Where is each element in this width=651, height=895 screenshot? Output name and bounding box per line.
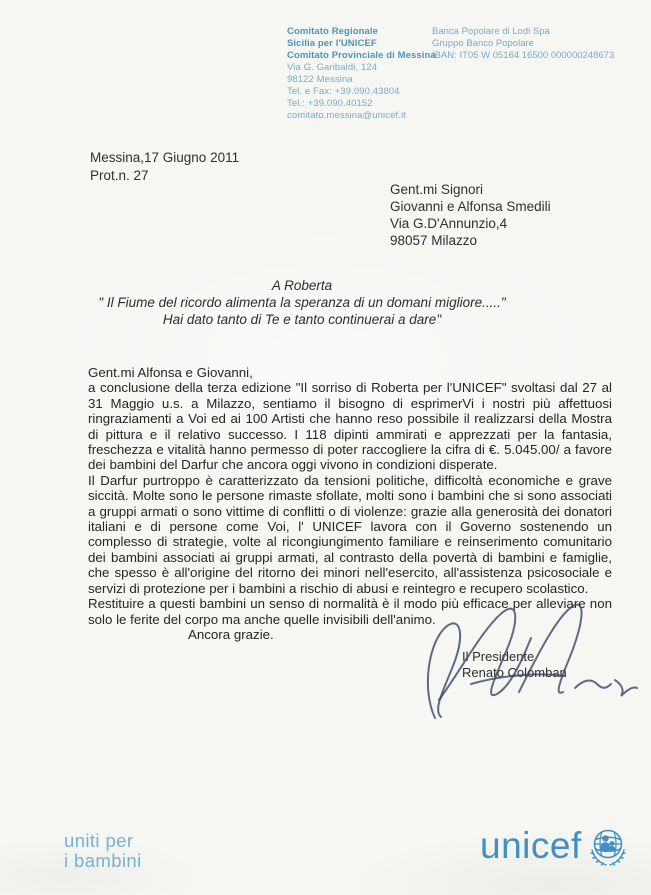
body-paragraph-1: a conclusione della terza edizione "Il sorriso di Roberta per l'UNICEF" svoltasi dal 27 al 31 Maggio u.s. a Milazzo, sentiamo il bisogno di esprimerVi i nostri più affettuosi ringraziamenti a Voi ed ai 100 Artisti che hanno reso possibile il realizzarsi della Mostra di pittura e il relativo successo. I 118 dipinti ammirati e apprezzati per la fantasia, freschezza e vitalità hanno permesso di poter raccogliere la cifra di €. 5.045.00/ a favore dei bambini del Darfur che ancora oggi vivono in condizioni disperate.	[88, 380, 612, 473]
signer-title: Il Presidente	[462, 649, 535, 664]
dedication-quote-2: Hai dato tanto di Te e tanto continuerai a dare"	[162, 312, 442, 327]
committee-email: comitato.messina@unicef.it	[287, 110, 406, 121]
unicef-wordmark: unicef	[480, 825, 582, 866]
letter-date: Messina,17 Giugno 2011	[90, 150, 240, 165]
committee-line-3: Comitato Provinciale di Messina	[287, 50, 436, 61]
recipient-street: Via G.D'Annunzio,4	[390, 216, 508, 231]
body-paragraph-2: Il Darfur purtroppo è caratterizzato da tensioni politiche, difficoltà economiche e grave siccità. Molte sono le persone rimaste sfollate, molti sono i bambini che si sono associati a gruppi armati o sono vittime di conflitti o di violenze: grazie alla generosità dei donatori italiani e di persone come Voi, l' UNICEF lavora con il Governo sostenendo un complesso di strategie, volte al ricongiungimento familiare e reinserimento comunitario dei bambini associati ai gruppi armati, al contrasto della povertà di bambini e famiglie, che spesso è all'origine del ritorno dei minori nell'esercito, all'assistenza psicosociale e servizi di protezione per i bambini a rischio di abusi e reintegro e recupero scolastico.	[88, 472, 612, 596]
dedication-block	[72, 277, 532, 328]
committee-city: 98122 Messina	[287, 74, 353, 85]
protocol-number: Prot.n. 27	[90, 168, 149, 183]
unicef-tagline	[64, 831, 142, 871]
committee-phone-fax: Tel. e Fax: +39.090.43804	[287, 86, 400, 97]
committee-line-2: Sicilia per l'UNICEF	[287, 38, 377, 49]
tagline-line-1: uniti per	[64, 830, 134, 851]
bank-group: Gruppo Banco Popolare	[432, 38, 534, 49]
signature-block	[462, 649, 567, 681]
signer-name: Renato Colomban	[462, 665, 567, 680]
committee-street: Via G. Garibaldi, 124	[287, 62, 378, 73]
body-closing: Ancora grazie.	[188, 626, 274, 642]
date-protocol-block	[90, 149, 239, 185]
committee-line-1: Comitato Regionale	[287, 26, 379, 37]
tagline-line-2: i bambini	[64, 850, 142, 871]
bank-iban: IBAN: IT05 W 05164 16500 000000248673	[432, 50, 615, 61]
unicef-logo	[480, 822, 631, 870]
committee-phone: Tel.: +39.090.40152	[287, 98, 373, 109]
dedication-quote-1: " Il Fiume del ricordo alimenta la speranza di un domani migliore....."	[98, 295, 506, 310]
recipient-city: 98057 Milazzo	[390, 233, 478, 248]
bank-info-block	[432, 26, 614, 62]
unicef-emblem-icon	[585, 824, 631, 870]
bank-name: Banca Popolare di Lodi Spa	[432, 26, 550, 37]
recipient-block	[390, 181, 551, 249]
letter-body	[88, 365, 612, 642]
committee-address-block	[287, 26, 436, 122]
body-paragraph-3: Restituire a questi bambini un senso di normalità è il modo più efficace per alleviare non solo le ferite del corpo ma anche quelle invisibili dell'animo.	[88, 596, 612, 627]
recipient-salutation: Gent.mi Signori	[390, 182, 484, 197]
dedication-name: A Roberta	[271, 278, 333, 293]
body-salutation: Gent.mi Alfonsa e Giovanni,	[88, 365, 253, 380]
recipient-names: Giovanni e Alfonsa Smedili	[390, 199, 551, 214]
